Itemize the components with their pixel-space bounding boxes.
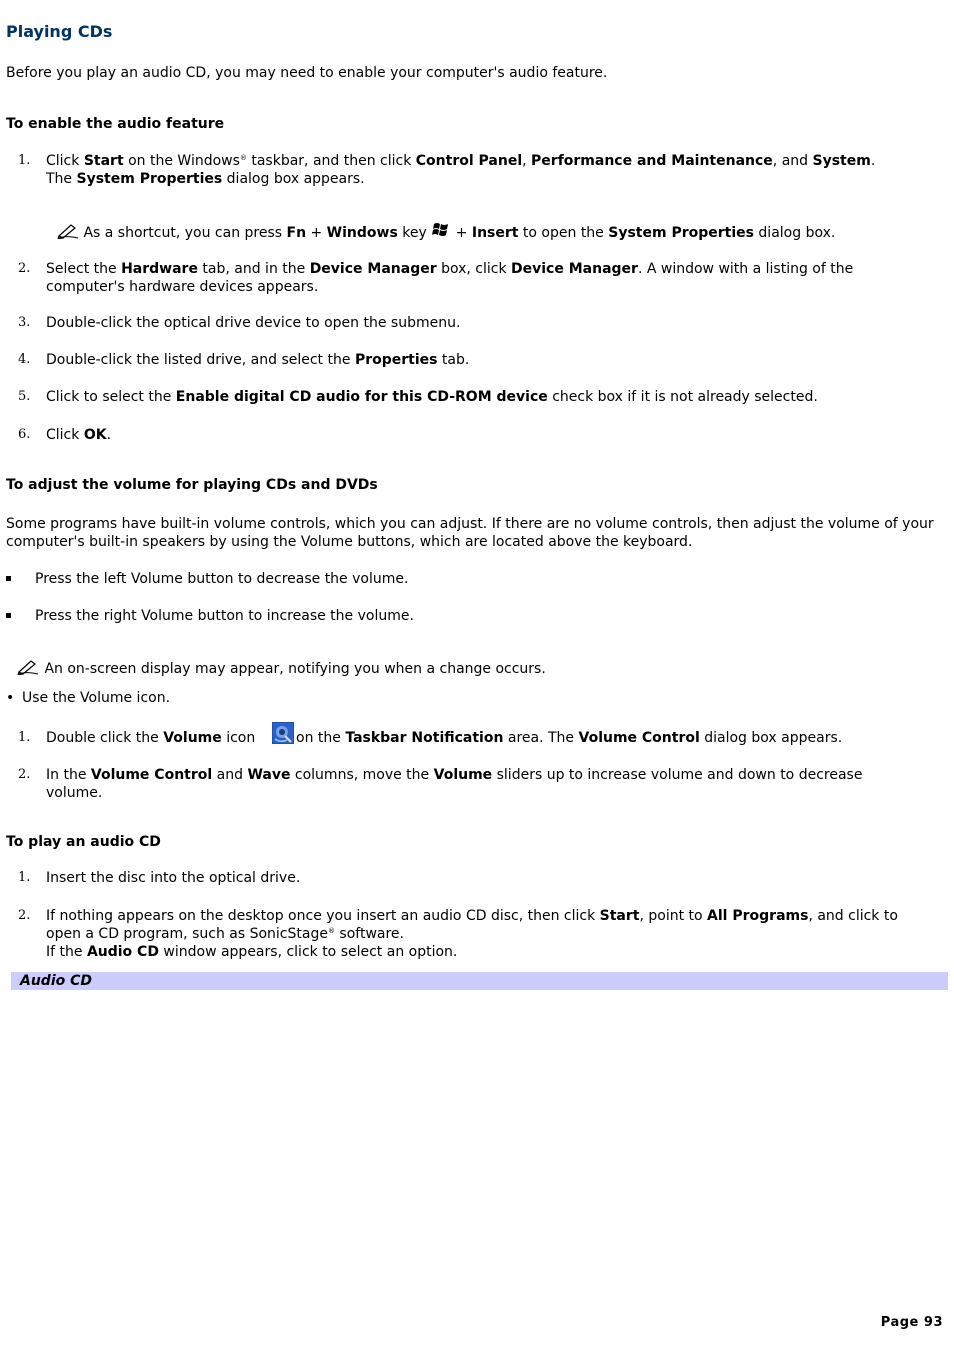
play-step-2: If nothing appears on the desktop once you insert an audio CD disc, then click Start, point to All Programs, and click to open a CD program, such as SonicStage® software. If the Audio CD window appears, click to select an option. bbox=[46, 908, 898, 960]
audio-cd-section-bar bbox=[11, 972, 948, 990]
square-bullet bbox=[6, 613, 11, 618]
volume-intro-text: Some programs have built-in volume controls, which you can adjust. If there are no volume controls, then adjust the volume of your computer's built-in speakers by using the Volume buttons, which are located above the keyboard. bbox=[6, 516, 934, 550]
step-number: 2. bbox=[18, 261, 31, 276]
use-volume-icon-text: Use the Volume icon. bbox=[22, 690, 171, 706]
enable-step-1: Click Start on the Windows® taskbar, and then click Control Panel, Performance and Maintenance, and System. The System Properties dialog box appears. bbox=[46, 153, 876, 187]
step-number: 2. bbox=[18, 767, 31, 782]
enable-step-6: Click OK. bbox=[46, 427, 112, 443]
icon-step-2: In the Volume Control and Wave columns, move the Volume sliders up to increase volume and down to decrease volume. bbox=[46, 767, 863, 801]
icon-step-1-part-a: Double click the Volume icon bbox=[46, 730, 256, 746]
pen-note-icon bbox=[57, 223, 79, 244]
step-number: 1. bbox=[18, 730, 31, 745]
enable-step-4: Double-click the listed drive, and select the Properties tab. bbox=[46, 352, 470, 368]
page-title: Playing CDs bbox=[6, 22, 113, 41]
square-bullet bbox=[6, 576, 11, 581]
dot-bullet: • bbox=[6, 690, 15, 706]
enable-audio-heading: To enable the audio feature bbox=[6, 116, 225, 132]
volume-bullet-2: Press the right Volume button to increase the volume. bbox=[35, 608, 414, 624]
step-number: 2. bbox=[18, 908, 31, 923]
adjust-volume-heading: To adjust the volume for playing CDs and DVDs bbox=[6, 477, 378, 493]
step-number: 5. bbox=[18, 389, 31, 404]
volume-icon bbox=[272, 722, 294, 744]
audio-cd-section-label: Audio CD bbox=[20, 973, 93, 989]
play-step-1: Insert the disc into the optical drive. bbox=[46, 870, 301, 886]
step-number: 6. bbox=[18, 427, 31, 442]
enable-step-5: Click to select the Enable digital CD audio for this CD-ROM device check box if it is not already selected. bbox=[46, 389, 818, 405]
icon-step-1-part-b: on the Taskbar Notification area. The Volume Control dialog box appears. bbox=[296, 730, 843, 746]
enable-step-2: Select the Hardware tab, and in the Device Manager box, click Device Manager. A window with a listing of the computer's hardware devices appears. bbox=[46, 261, 854, 295]
volume-bullet-1: Press the left Volume button to decrease the volume. bbox=[35, 571, 409, 587]
shortcut-note: As a shortcut, you can press Fn + Windows key + Insert to open the System Properties dialog box. bbox=[57, 221, 937, 244]
enable-step-3: Double-click the optical drive device to open the submenu. bbox=[46, 315, 461, 331]
step-number: 4. bbox=[18, 352, 31, 367]
pen-note-icon bbox=[16, 659, 40, 680]
volume-note: An on-screen display may appear, notifying you when a change occurs. bbox=[16, 659, 546, 680]
intro-text: Before you play an audio CD, you may need to enable your computer's audio feature. bbox=[6, 65, 608, 81]
play-cd-heading: To play an audio CD bbox=[6, 834, 161, 850]
page-number: Page 93 bbox=[880, 1315, 943, 1330]
step-number: 1. bbox=[18, 870, 31, 885]
windows-key-icon bbox=[431, 221, 451, 244]
step-number: 1. bbox=[18, 153, 31, 168]
step-number: 3. bbox=[18, 315, 31, 330]
